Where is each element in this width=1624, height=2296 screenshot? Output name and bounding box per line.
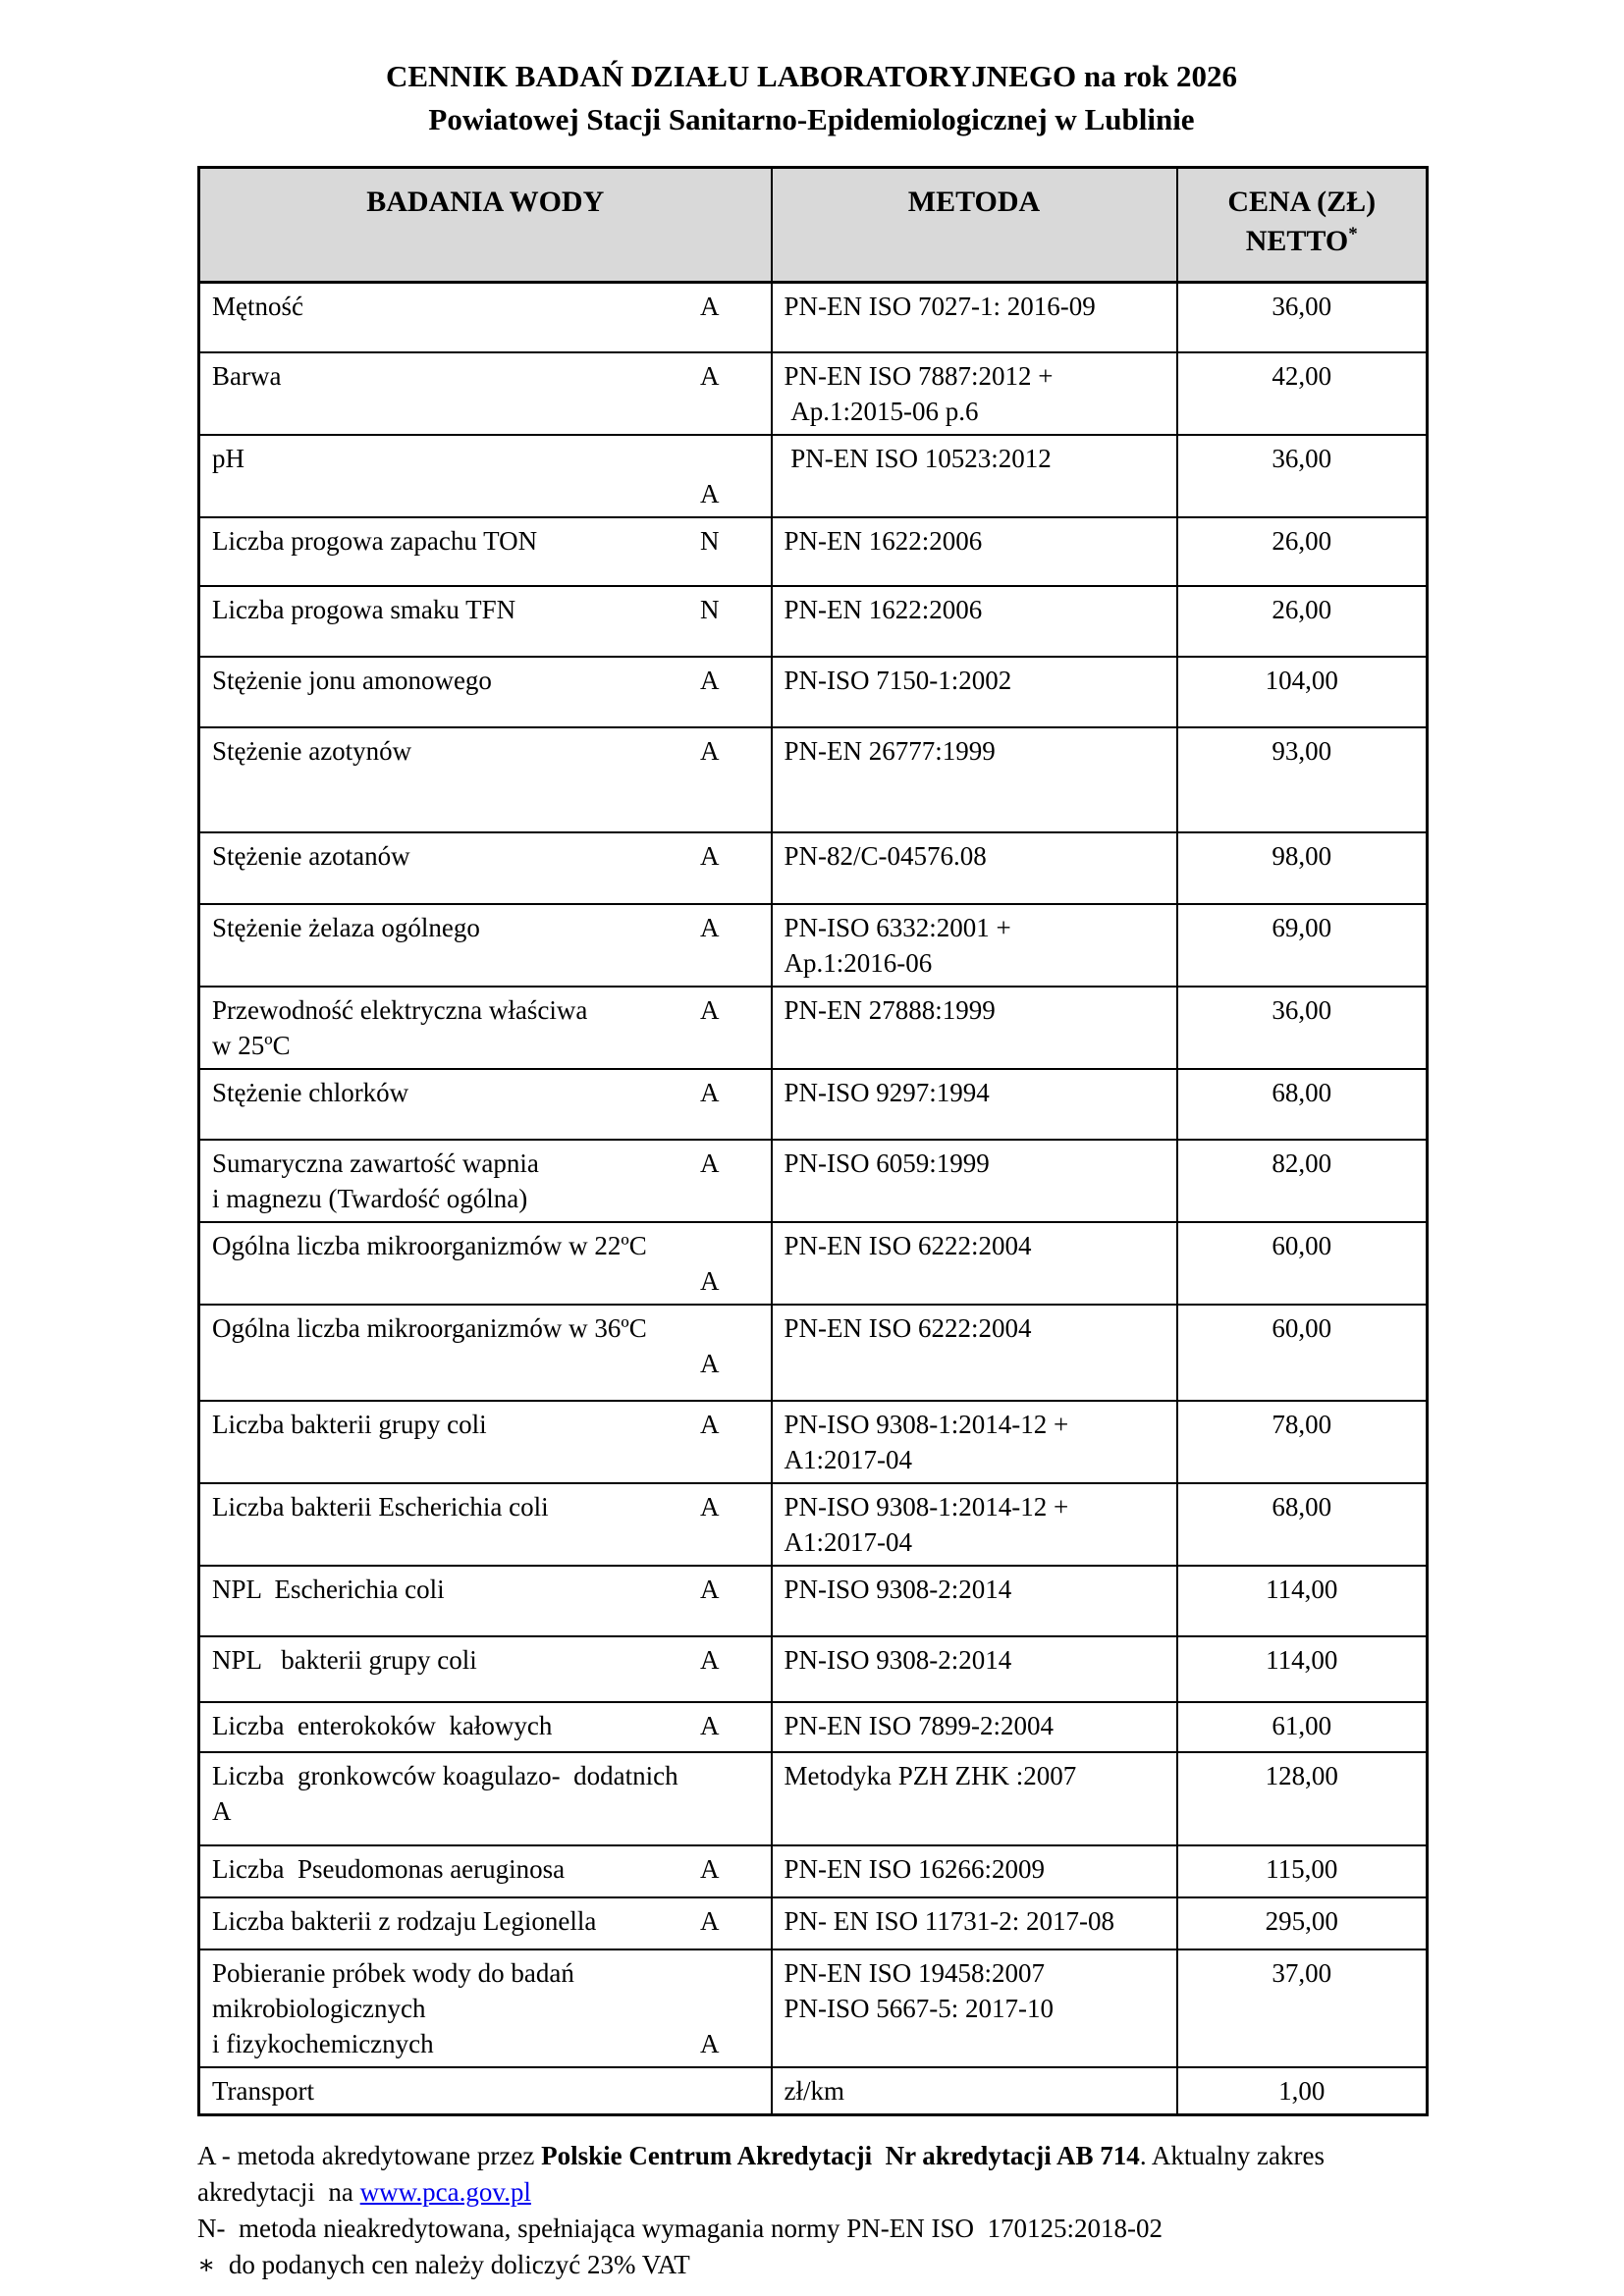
price-cell: 42,00: [1177, 352, 1428, 435]
method-cell: PN-ISO 9308-2:2014: [772, 1636, 1177, 1702]
col-header-badania-wody: BADANIA WODY: [199, 168, 772, 283]
test-name-cell: Barwa A: [199, 352, 772, 435]
footnote-vat: ∗ do podanych cen należy doliczyć 23% VAT: [197, 2249, 690, 2279]
footnote-accredited-line2: akredytacji na www.pca.gov.pl: [197, 2176, 531, 2207]
price-cell: 93,00: [1177, 727, 1428, 832]
test-name-cell: Liczba bakterii Escherichia coli A: [199, 1483, 772, 1566]
test-name-cell: NPL Escherichia coli A: [199, 1566, 772, 1636]
accreditation-flag: A: [700, 1148, 720, 1178]
price-cell: 68,00: [1177, 1069, 1428, 1140]
pca-bold-text: Polskie Centrum Akredytacji Nr akredytacji AB 714: [541, 2140, 1140, 2170]
test-name-cell: Ogólna liczba mikroorganizmów w 36ºC A: [199, 1305, 772, 1401]
accreditation-flag: A: [700, 1348, 720, 1378]
accreditation-flag: A: [700, 665, 720, 695]
test-name-cell: Stężenie jonu amonowego A: [199, 657, 772, 727]
test-name-cell: Liczba bakterii z rodzaju Legionella A: [199, 1897, 772, 1949]
price-cell: 36,00: [1177, 435, 1428, 517]
table-row: [199, 586, 1428, 657]
table-row: [199, 2067, 1428, 2115]
accreditation-flag: A: [700, 735, 720, 766]
price-cell: 37,00: [1177, 1949, 1428, 2067]
method-cell: PN-EN ISO 7899-2:2004: [772, 1702, 1177, 1752]
price-cell: 115,00: [1177, 1845, 1428, 1897]
accreditation-flag: A: [700, 478, 720, 508]
accreditation-flag: A: [700, 2028, 720, 2058]
method-cell: PN-EN 27888:1999: [772, 987, 1177, 1069]
table-row: [199, 352, 1428, 435]
test-name-cell: pH A: [199, 435, 772, 517]
table-row: [199, 517, 1428, 586]
table-row: [199, 1897, 1428, 1949]
table-row: [199, 904, 1428, 987]
method-cell: PN-ISO 9297:1994: [772, 1069, 1177, 1140]
test-name-cell: Ogólna liczba mikroorganizmów w 22ºC A: [199, 1222, 772, 1305]
accreditation-flag: A: [700, 840, 720, 871]
price-cell: 60,00: [1177, 1222, 1428, 1305]
price-cell: 69,00: [1177, 904, 1428, 987]
accreditation-flag: A: [212, 1795, 232, 1826]
price-table: [197, 166, 1429, 2116]
test-name-cell: Stężenie chlorków A: [199, 1069, 772, 1140]
test-name-cell: Stężenie azotynów A: [199, 727, 772, 832]
price-cell: 36,00: [1177, 987, 1428, 1069]
method-cell: PN-ISO 7150-1:2002: [772, 657, 1177, 727]
price-cell: 82,00: [1177, 1140, 1428, 1222]
price-table-header: [199, 168, 1428, 283]
header-row: [199, 168, 1428, 283]
method-cell: PN-ISO 6332:2001 + Ap.1:2016-06: [772, 904, 1177, 987]
price-cell: 114,00: [1177, 1636, 1428, 1702]
method-cell: PN-EN 1622:2006: [772, 586, 1177, 657]
table-row: [199, 1845, 1428, 1897]
test-name-cell: Liczba gronkowców koagulazo- dodatnich A: [199, 1752, 772, 1845]
price-cell: 78,00: [1177, 1401, 1428, 1483]
col-header-cena-line2: NETTO*: [1245, 224, 1358, 257]
method-cell: PN-EN ISO 7027-1: 2016-09: [772, 283, 1177, 352]
method-cell: PN-ISO 6059:1999: [772, 1140, 1177, 1222]
table-row: [199, 435, 1428, 517]
footnote-accredited-line1: A - metoda akredytowane przez Polskie Centrum Akredytacji Nr akredytacji AB 714. Aktualny zakres: [197, 2140, 1326, 2170]
table-row: [199, 727, 1428, 832]
table-row: [199, 657, 1428, 727]
test-name-cell: Przewodność elektryczna właściwa A w 25ºC: [199, 987, 772, 1069]
table-row: [199, 283, 1428, 352]
table-row: [199, 1949, 1428, 2067]
test-name-cell: Mętność A: [199, 283, 772, 352]
test-name-cell: Sumaryczna zawartość wapnia A i magnezu (Twardość ogólna): [199, 1140, 772, 1222]
table-row: [199, 1483, 1428, 1566]
table-row: [199, 1636, 1428, 1702]
test-name-cell: Pobieranie próbek wody do badań mikrobiologicznych i fizykochemicznych A: [199, 1949, 772, 2067]
accreditation-flag: A: [700, 994, 720, 1025]
accreditation-flag: A: [700, 1491, 720, 1522]
accreditation-flag: A: [700, 912, 720, 942]
method-cell: PN- EN ISO 11731-2: 2017-08: [772, 1897, 1177, 1949]
price-cell: 60,00: [1177, 1305, 1428, 1401]
method-cell: PN-EN ISO 7887:2012 + Ap.1:2015-06 p.6: [772, 352, 1177, 435]
document-subtitle: Powiatowej Stacji Sanitarno-Epidemiologicznej w Lublinie: [428, 102, 1195, 136]
accreditation-flag: A: [700, 1409, 720, 1439]
netto-asterisk: *: [1348, 224, 1358, 244]
test-name-cell: Liczba progowa zapachu TON N: [199, 517, 772, 586]
accreditation-flag: A: [700, 1905, 720, 1936]
price-cell: 114,00: [1177, 1566, 1428, 1636]
method-cell: PN-EN ISO 6222:2004: [772, 1305, 1177, 1401]
method-cell: PN-ISO 9308-2:2014: [772, 1566, 1177, 1636]
table-row: [199, 832, 1428, 904]
method-cell: PN-ISO 9308-1:2014-12 + A1:2017-04: [772, 1401, 1177, 1483]
method-cell: PN-ISO 9308-1:2014-12 + A1:2017-04: [772, 1483, 1177, 1566]
price-cell: 98,00: [1177, 832, 1428, 904]
col-header-cena-line1: CENA (ZŁ): [1227, 186, 1377, 218]
method-cell: PN-82/C-04576.08: [772, 832, 1177, 904]
test-name-cell: NPL bakterii grupy coli A: [199, 1636, 772, 1702]
accreditation-flag: A: [700, 292, 720, 321]
table-row: [199, 1566, 1428, 1636]
method-cell: zł/km: [772, 2067, 1177, 2115]
price-cell: 1,00: [1177, 2067, 1428, 2115]
accreditation-flag: A: [700, 1574, 720, 1604]
table-row: [199, 1702, 1428, 1752]
document-content: [197, 55, 1426, 2283]
test-name-cell: Transport: [199, 2067, 772, 2115]
price-cell: 36,00: [1177, 283, 1428, 352]
method-cell: PN-EN ISO 10523:2012: [772, 435, 1177, 517]
price-cell: 26,00: [1177, 517, 1428, 586]
accreditation-flag: A: [700, 1644, 720, 1675]
accreditation-flag: A: [700, 360, 720, 391]
test-name-cell: Liczba enterokoków kałowych A: [199, 1702, 772, 1752]
pca-link[interactable]: www.pca.gov.pl: [359, 2176, 531, 2207]
document-title: CENNIK BADAŃ DZIAŁU LABORATORYJNEGO na rok 2026: [385, 59, 1238, 93]
table-row: [199, 1752, 1428, 1845]
test-name-cell: Stężenie żelaza ogólnego A: [199, 904, 772, 987]
price-cell: 295,00: [1177, 1897, 1428, 1949]
footnotes: [197, 2138, 1523, 2283]
accreditation-flag: N: [700, 594, 720, 624]
test-name-cell: Liczba Pseudomonas aeruginosa A: [199, 1845, 772, 1897]
price-table-body: [199, 283, 1428, 2115]
method-cell: PN-EN 1622:2006: [772, 517, 1177, 586]
accreditation-flag: A: [700, 1265, 720, 1296]
price-cell: 68,00: [1177, 1483, 1428, 1566]
method-cell: PN-EN 26777:1999: [772, 727, 1177, 832]
footnote-nonaccredited: N- metoda nieakredytowana, spełniająca wymagania normy PN-EN ISO 170125:2018-02: [197, 2213, 1163, 2243]
price-cell: 128,00: [1177, 1752, 1428, 1845]
test-name-cell: Liczba bakterii grupy coli A: [199, 1401, 772, 1483]
method-cell: PN-EN ISO 6222:2004: [772, 1222, 1177, 1305]
price-cell: 26,00: [1177, 586, 1428, 657]
price-cell: 104,00: [1177, 657, 1428, 727]
price-cell: 61,00: [1177, 1702, 1428, 1752]
table-row: [199, 1222, 1428, 1305]
method-cell: PN-EN ISO 19458:2007 PN-ISO 5667-5: 2017-10: [772, 1949, 1177, 2067]
col-header-cena: [1177, 168, 1428, 283]
table-row: [199, 987, 1428, 1069]
accreditation-flag: N: [700, 525, 720, 556]
table-row: [199, 1305, 1428, 1401]
method-cell: PN-EN ISO 16266:2009: [772, 1845, 1177, 1897]
table-row: [199, 1069, 1428, 1140]
test-name-cell: Stężenie azotanów A: [199, 832, 772, 904]
table-row: [199, 1401, 1428, 1483]
table-row: [199, 1140, 1428, 1222]
test-name-cell: Liczba progowa smaku TFN N: [199, 586, 772, 657]
method-cell: Metodyka PZH ZHK :2007: [772, 1752, 1177, 1845]
accreditation-flag: A: [700, 1853, 720, 1884]
accreditation-flag: A: [700, 1710, 720, 1740]
col-header-metoda: METODA: [772, 168, 1177, 283]
accreditation-flag: A: [700, 1077, 720, 1107]
